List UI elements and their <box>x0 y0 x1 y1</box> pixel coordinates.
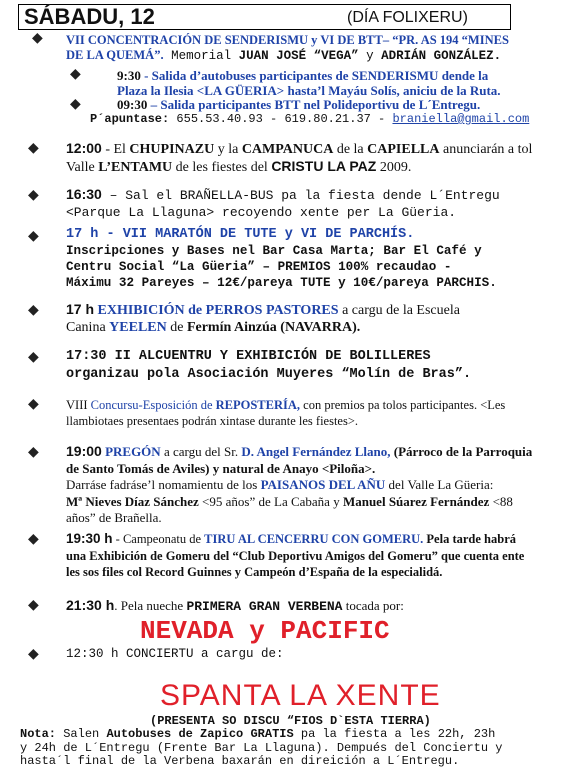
sub-event-text: – Salida participantes BTT nel Polideportivu de L´Entregu. <box>147 97 481 112</box>
band-spanta-la-xente: SPANTA LA XENTE <box>160 679 441 712</box>
event-text: una Exhibición de Gomeru del “Club Deportivu Amigos del Gomeru” que cuenta ente <box>66 548 525 563</box>
tiru-text: TIRU AL CENCERRU CON GOMERU. <box>204 532 424 546</box>
note-block <box>20 728 502 769</box>
event-text: - El <box>101 142 130 157</box>
perros-text: PERROS PASTORES <box>205 303 339 318</box>
event-text: <88 <box>489 493 513 509</box>
event-chupinazu <box>66 140 532 176</box>
note-label: Nota: <box>20 727 57 741</box>
paisanos-text: PAISANOS DEL AÑU <box>260 477 386 492</box>
event-title-cont: DE LA QUEMÁ”. <box>66 48 164 62</box>
note-text: Salen <box>56 727 107 741</box>
reposteria-text: REPOSTERÍA, <box>215 398 301 412</box>
event-text: años” de Brañella. <box>66 510 162 525</box>
event-year: 2009. <box>376 160 412 175</box>
day-title: SÁBADU, 12 <box>24 4 155 29</box>
event-title: EXHIBICIÓN de <box>97 303 206 318</box>
event-text: de les fiestes del <box>172 160 272 175</box>
event-text: anunciarán a tol <box>439 142 533 157</box>
memorial-text: Memorial <box>163 49 239 63</box>
campanuca-text: CAMPANUCA <box>241 142 334 157</box>
day-subtitle: (DÍA FOLIXERU) <box>347 9 468 26</box>
event-text: Darráse fadráse’l nomamientu de los <box>66 477 261 492</box>
event-time: 21:30 h <box>66 597 115 613</box>
honoree-1: Mª Nieves Díaz Sánchez <box>66 493 199 509</box>
sub-event-text-cont: Plaza la Ilesia <LA GÜERIA> hasta’l Mayáu Solís, aniciu de la Ruta. <box>117 83 501 98</box>
sub-bullet-diamond-icon: ◆ <box>70 67 81 82</box>
event-text: les sos files col Record Guinnes y Campeón d’España de la especialidá. <box>66 565 443 579</box>
note-text: hasta´l final de la Verbena baxarán en direición a L´Entregu. <box>20 754 460 768</box>
event-text: Centru Social “La Güeria” – PREMIOS 100% recaudao - <box>66 260 452 274</box>
event-time: 19:00 <box>66 443 102 459</box>
event-branella-bus <box>66 186 500 221</box>
event-text-cont: llambiotaes presentaes podrán xintase durante les fiestes>. <box>66 414 359 428</box>
registration-phones: 655.53.40.93 - 619.80.21.37 - <box>169 112 393 126</box>
event-pregon <box>66 443 532 527</box>
memorial-name-1: JUAN JOSÉ “VEGA” <box>238 49 359 63</box>
event-perros-pastores <box>66 301 460 336</box>
bullet-diamond-icon: ◆ <box>28 397 39 412</box>
angel-text: D. Angel Fernández Llano, <box>241 444 391 459</box>
event-reposteria <box>66 397 505 429</box>
honoree-2: Manuel Súarez Fernández <box>342 493 490 509</box>
event-text: de <box>166 320 187 335</box>
event-time: 19:30 h <box>66 531 113 546</box>
event-senderismu <box>66 33 509 64</box>
event-text: con premios pa tolos participantes. <Les <box>300 398 506 412</box>
event-text: - Campeonatu de <box>112 532 205 546</box>
event-bolilleres <box>66 348 471 384</box>
event-text: Valle <box>66 160 99 175</box>
memorial-name-2: ADRIÁN GONZÁLEZ. <box>381 49 502 63</box>
event-text: organizau pola Asociación Muyeres “Molín de Bras”. <box>66 367 472 382</box>
event-title: 17 h - VII MARATÓN DE TUTE y VI DE PARCHÍS. <box>66 227 415 242</box>
sub-event-btt <box>117 97 480 112</box>
cristu-text: CRISTU LA PAZ <box>271 158 377 174</box>
event-tute-parchis <box>66 227 497 291</box>
event-title: Concursu-Esposición de <box>90 398 216 412</box>
bullet-diamond-icon: ◆ <box>28 141 39 156</box>
band-subtitle: (PRESENTA SO DISCU “FIOS D`ESTA TIERRA) <box>150 714 431 728</box>
event-text-cont: <Parque La Llaguna> recoyendo xente per La Güeria. <box>66 205 457 220</box>
event-text: tocada por: <box>342 598 404 613</box>
band-nevada-pacific: NEVADA y PACIFIC <box>140 616 390 646</box>
note-text: y 24h de L´Entregu (Frente Bar La Llaguna). Dempués del Conciertu y <box>20 740 503 755</box>
bullet-diamond-icon: ◆ <box>28 229 39 244</box>
event-text: VIII <box>66 398 91 412</box>
registration-email-link[interactable]: braniella@gmail.com <box>392 112 530 126</box>
event-text: Inscripciones y Bases nel Bar Casa Marta; Bar El Café y <box>66 244 482 258</box>
pregon-text: PREGÓN <box>101 444 161 459</box>
event-text: de la <box>333 142 368 157</box>
event-text: Pela tarde habrá <box>423 532 516 546</box>
sub-event-senderismu-bus <box>117 68 501 98</box>
event-text: de Santo Tomás de Aviles) y natural de Anayo <Piloña>. <box>66 460 376 476</box>
bullet-diamond-icon: ◆ <box>28 350 39 365</box>
event-text: Máximu 32 Pareyes – 12€/pareya TUTE y 10€/pareya PARCHIS. <box>66 276 497 290</box>
event-text: y la <box>214 142 242 157</box>
note-text: pa la fiesta a les 22h, 23h <box>293 727 496 741</box>
registration-label: P´apuntase: <box>90 112 170 126</box>
event-tiru-cencerru <box>66 531 524 581</box>
event-time: 17 h <box>66 301 95 317</box>
bullet-diamond-icon: ◆ <box>32 31 43 46</box>
note-autobuses: Autobuses de Zapico GRATIS <box>106 727 294 741</box>
event-text: del Valle La Güeria: <box>385 477 494 492</box>
sub-event-time: 09:30 <box>117 97 148 112</box>
yeelen-text: YEELEN <box>109 320 167 335</box>
capilla-text: CAPIELLA <box>367 142 440 157</box>
event-time: 12:00 <box>66 140 102 156</box>
bullet-diamond-icon: ◆ <box>28 598 39 613</box>
registration-contact <box>90 112 529 127</box>
event-text: Canina <box>66 320 110 335</box>
page-header <box>0 4 567 30</box>
bullet-diamond-icon: ◆ <box>28 532 39 547</box>
sub-bullet-diamond-icon: ◆ <box>70 97 81 112</box>
event-text: . Pela nueche <box>114 598 187 613</box>
bullet-diamond-icon: ◆ <box>28 445 39 460</box>
entamu-text: L’ENTAMU <box>98 160 173 175</box>
event-title: VII CONCENTRACIÓN DE SENDERISMU y VI DE BTT– “PR. AS 194 “MINES <box>66 33 509 47</box>
event-text: – Sal el BRAÑELLA-BUS pa la fiesta dende L´Entregu <box>101 188 500 203</box>
event-verbena <box>66 597 404 615</box>
sub-event-text: - Salida d’autobuses participantes de SENDERISMU dende la <box>140 68 489 83</box>
event-title: 17:30 II ALCUENTRU Y EXHIBICIÓN DE BOLILLERES <box>66 349 431 364</box>
event-conciertu <box>66 646 284 663</box>
event-text: <95 años” de La Cabaña y <box>198 493 343 509</box>
event-text: a cargu de la Escuela <box>338 303 460 318</box>
bullet-diamond-icon: ◆ <box>28 647 39 662</box>
memorial-and: y <box>358 49 382 63</box>
verbena-text: PRIMERA GRAN VERBENA <box>186 599 343 614</box>
bullet-diamond-icon: ◆ <box>28 303 39 318</box>
event-text: 12:30 h CONCIERTU a cargu de: <box>66 647 284 661</box>
event-time: 16:30 <box>66 186 102 202</box>
sub-event-time: 9:30 <box>117 68 141 83</box>
bullet-diamond-icon: ◆ <box>28 188 39 203</box>
chupinazu-text: CHUPINAZU <box>129 142 215 157</box>
event-text: (Párroco de la Parroquia <box>390 444 533 459</box>
fermin-text: Fermín Ainzúa (NAVARRA). <box>186 320 361 335</box>
event-text: a cargu del Sr. <box>160 444 242 459</box>
